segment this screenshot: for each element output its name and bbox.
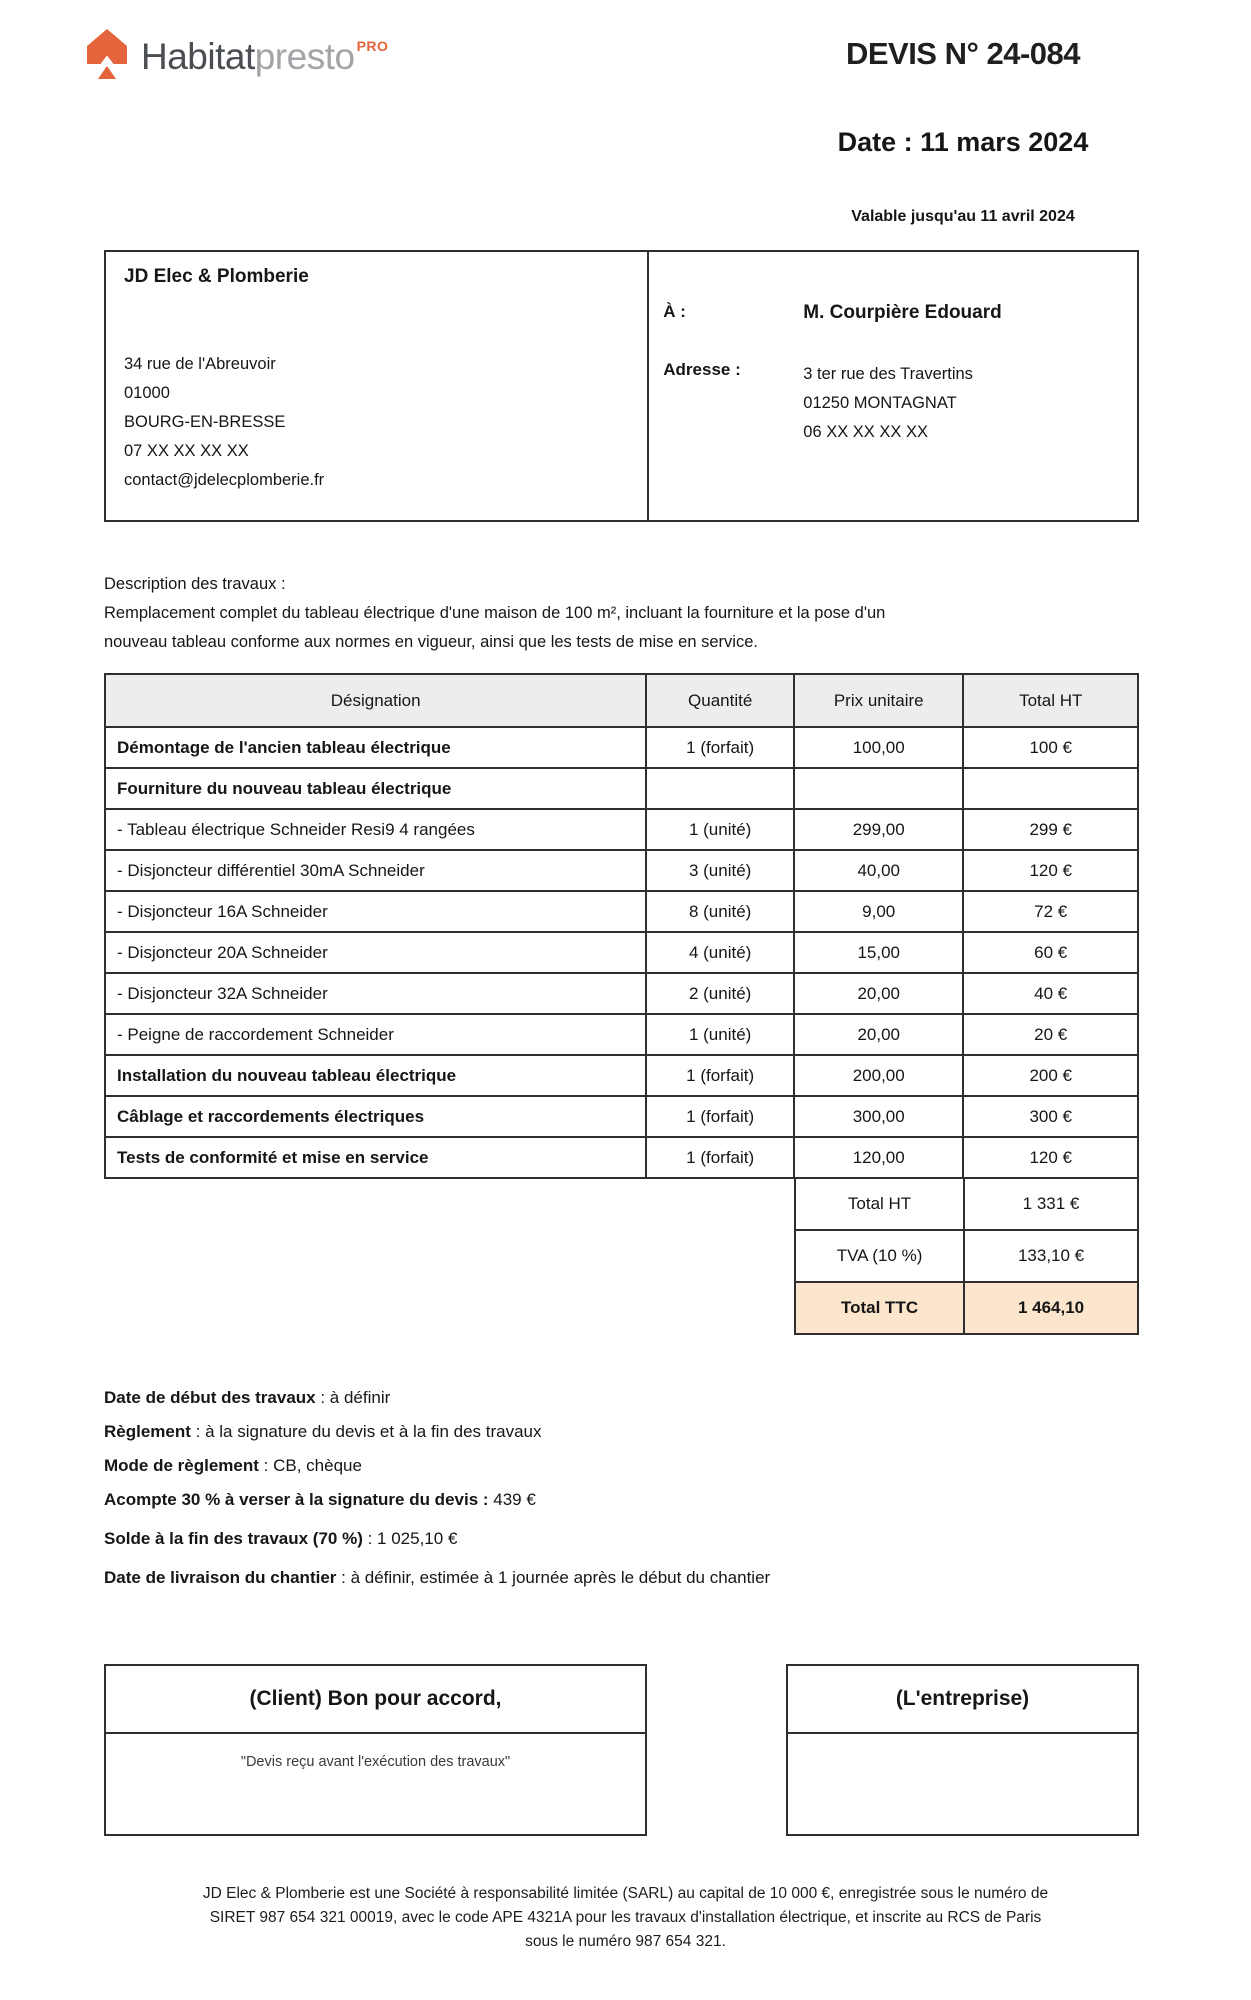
document-header <box>0 0 1251 85</box>
total-ttc-value: 1 464,10 <box>964 1282 1138 1334</box>
term-delivery-date: Date de livraison du chantier : à définir, estimée à 1 journée après le début du chantier <box>104 1568 771 1587</box>
item-designation: Installation du nouveau tableau électrique <box>105 1055 646 1096</box>
legal-footer <box>103 1882 1148 1954</box>
table-row <box>105 1014 1138 1055</box>
item-quantity: 1 (forfait) <box>646 727 794 768</box>
item-unit-price: 300,00 <box>794 1096 963 1137</box>
item-designation: Démontage de l'ancien tableau électrique <box>105 727 646 768</box>
description-line: Remplacement complet du tableau électrique d'une maison de 100 m², incluant la fourniture et la pose d'un <box>104 604 886 622</box>
date-line: Date : 11 mars 2024 <box>837 127 1089 157</box>
client-address-line: 01250 MONTAGNAT <box>803 394 957 412</box>
client-panel <box>647 252 1137 520</box>
term-solde: Solde à la fin des travaux (70 %) : 1 025,10 € <box>104 1529 458 1548</box>
table-row <box>105 1137 1138 1178</box>
item-quantity: 4 (unité) <box>646 932 794 973</box>
item-unit-price: 299,00 <box>794 809 963 850</box>
item-unit-price: 15,00 <box>794 932 963 973</box>
tva-label: TVA (10 %) <box>795 1230 964 1282</box>
item-unit-price: 20,00 <box>794 973 963 1014</box>
item-quantity: 1 (forfait) <box>646 1055 794 1096</box>
column-header-designation: Désignation <box>105 674 646 727</box>
item-designation: - Disjoncteur 20A Schneider <box>105 932 646 973</box>
table-row <box>105 1055 1138 1096</box>
table-row <box>105 768 1138 809</box>
client-to-row <box>663 302 1137 324</box>
term-acompte: Acompte 30 % à verser à la signature du devis : 439 € <box>104 1490 536 1509</box>
pro-badge: PRO <box>356 37 389 54</box>
habitatpresto-logo <box>85 28 388 85</box>
item-designation: Fourniture du nouveau tableau électrique <box>105 768 646 809</box>
item-total: 200 € <box>963 1055 1138 1096</box>
total-ht-label: Total HT <box>795 1178 964 1230</box>
item-total: 120 € <box>963 1137 1138 1178</box>
company-address <box>124 350 629 495</box>
item-unit-price: 120,00 <box>794 1137 963 1178</box>
item-total: 20 € <box>963 1014 1138 1055</box>
table-row <box>105 932 1138 973</box>
address-label: Adresse : <box>663 360 741 379</box>
column-header-unit-price: Prix unitaire <box>794 674 963 727</box>
item-designation: - Peigne de raccordement Schneider <box>105 1014 646 1055</box>
company-panel <box>106 252 647 520</box>
item-quantity: 1 (forfait) <box>646 1137 794 1178</box>
item-quantity: 3 (unité) <box>646 850 794 891</box>
total-ht-value: 1 331 € <box>964 1178 1138 1230</box>
company-address-line: BOURG-EN-BRESSE <box>124 413 286 431</box>
table-row <box>105 1096 1138 1137</box>
tva-value: 133,10 € <box>964 1230 1138 1282</box>
item-total: 299 € <box>963 809 1138 850</box>
company-phone: 07 XX XX XX XX <box>124 442 249 460</box>
item-quantity: 8 (unité) <box>646 891 794 932</box>
company-address-line: 34 rue de l'Abreuvoir <box>124 355 276 373</box>
description-title: Description des travaux : <box>104 575 286 593</box>
item-quantity <box>646 768 794 809</box>
total-ttc-row <box>795 1282 1138 1334</box>
item-unit-price: 200,00 <box>794 1055 963 1096</box>
devis-number-title: DEVIS N° 24-084 <box>845 36 1081 71</box>
client-signature-note: "Devis reçu avant l'exécution des travaux" <box>240 1754 511 1770</box>
signature-section <box>104 1664 1139 1836</box>
works-description <box>104 570 1139 657</box>
company-signature-box <box>786 1664 1139 1836</box>
item-unit-price <box>794 768 963 809</box>
item-total: 72 € <box>963 891 1138 932</box>
company-address-line: 01000 <box>124 384 170 402</box>
description-line: nouveau tableau conforme aux normes en vigueur, ainsi que les tests de mise en service. <box>104 633 758 651</box>
item-quantity: 2 (unité) <box>646 973 794 1014</box>
validity-line: Valable jusqu'au 11 avril 2024 <box>851 208 1075 225</box>
item-total: 40 € <box>963 973 1138 1014</box>
item-designation: Câblage et raccordements électriques <box>105 1096 646 1137</box>
legal-footer-line: JD Elec & Plomberie est une Société à responsabilité limitée (SARL) au capital de 10 000 €, enregistrée sous le numéro de <box>202 1885 1049 1902</box>
client-address-row <box>663 360 1137 447</box>
client-name: M. Courpière Edouard <box>803 302 1002 323</box>
term-mode-reglement: Mode de règlement : CB, chèque <box>104 1456 362 1475</box>
item-quantity: 1 (unité) <box>646 809 794 850</box>
total-ttc-label: Total TTC <box>795 1282 964 1334</box>
client-address <box>803 360 973 447</box>
to-label: À : <box>663 302 686 321</box>
item-total: 120 € <box>963 850 1138 891</box>
item-total <box>963 768 1138 809</box>
table-row <box>105 727 1138 768</box>
client-address-line: 3 ter rue des Travertins <box>803 365 973 383</box>
client-signature-title: (Client) Bon pour accord, <box>106 1666 645 1734</box>
table-row <box>105 809 1138 850</box>
item-total: 300 € <box>963 1096 1138 1137</box>
item-designation: - Disjoncteur 16A Schneider <box>105 891 646 932</box>
legal-footer-line: SIRET 987 654 321 00019, avec le code APE 4321A pour les travaux d'installation électrique, et inscrite au RCS de Paris <box>209 1909 1042 1926</box>
item-unit-price: 40,00 <box>794 850 963 891</box>
term-reglement: Règlement : à la signature du devis et à la fin des travaux <box>104 1422 542 1441</box>
item-designation: - Disjoncteur différentiel 30mA Schneider <box>105 850 646 891</box>
column-header-quantity: Quantité <box>646 674 794 727</box>
item-quantity: 1 (forfait) <box>646 1096 794 1137</box>
items-table <box>104 673 1139 1179</box>
item-unit-price: 20,00 <box>794 1014 963 1055</box>
item-designation: Tests de conformité et mise en service <box>105 1137 646 1178</box>
term-start-date: Date de début des travaux : à définir <box>104 1388 391 1407</box>
company-email: contact@jdelecplomberie.fr <box>124 471 325 489</box>
parties-box <box>104 250 1139 522</box>
house-arrow-logo-icon <box>85 28 129 85</box>
logo-wordmark <box>141 36 388 78</box>
payment-terms <box>104 1387 1139 1588</box>
table-row <box>105 891 1138 932</box>
item-unit-price: 9,00 <box>794 891 963 932</box>
table-row <box>105 973 1138 1014</box>
item-quantity: 1 (unité) <box>646 1014 794 1055</box>
date-block <box>787 127 1139 226</box>
company-name: JD Elec & Plomberie <box>124 266 309 287</box>
item-designation: - Disjoncteur 32A Schneider <box>105 973 646 1014</box>
client-signature-box <box>104 1664 647 1836</box>
item-designation: - Tableau électrique Schneider Resi9 4 rangées <box>105 809 646 850</box>
legal-footer-line: sous le numéro 987 654 321. <box>525 1933 726 1950</box>
item-total: 60 € <box>963 932 1138 973</box>
item-total: 100 € <box>963 727 1138 768</box>
tva-row <box>795 1230 1138 1282</box>
logo-word-primary: Habitat <box>141 35 255 77</box>
client-phone: 06 XX XX XX XX <box>803 423 928 441</box>
items-header-row <box>105 674 1138 727</box>
totals-table <box>794 1177 1139 1335</box>
column-header-total-ht: Total HT <box>963 674 1138 727</box>
total-ht-row <box>795 1178 1138 1230</box>
table-row <box>105 850 1138 891</box>
company-signature-title: (L'entreprise) <box>788 1666 1137 1734</box>
item-unit-price: 100,00 <box>794 727 963 768</box>
logo-word-secondary: presto <box>254 35 355 77</box>
